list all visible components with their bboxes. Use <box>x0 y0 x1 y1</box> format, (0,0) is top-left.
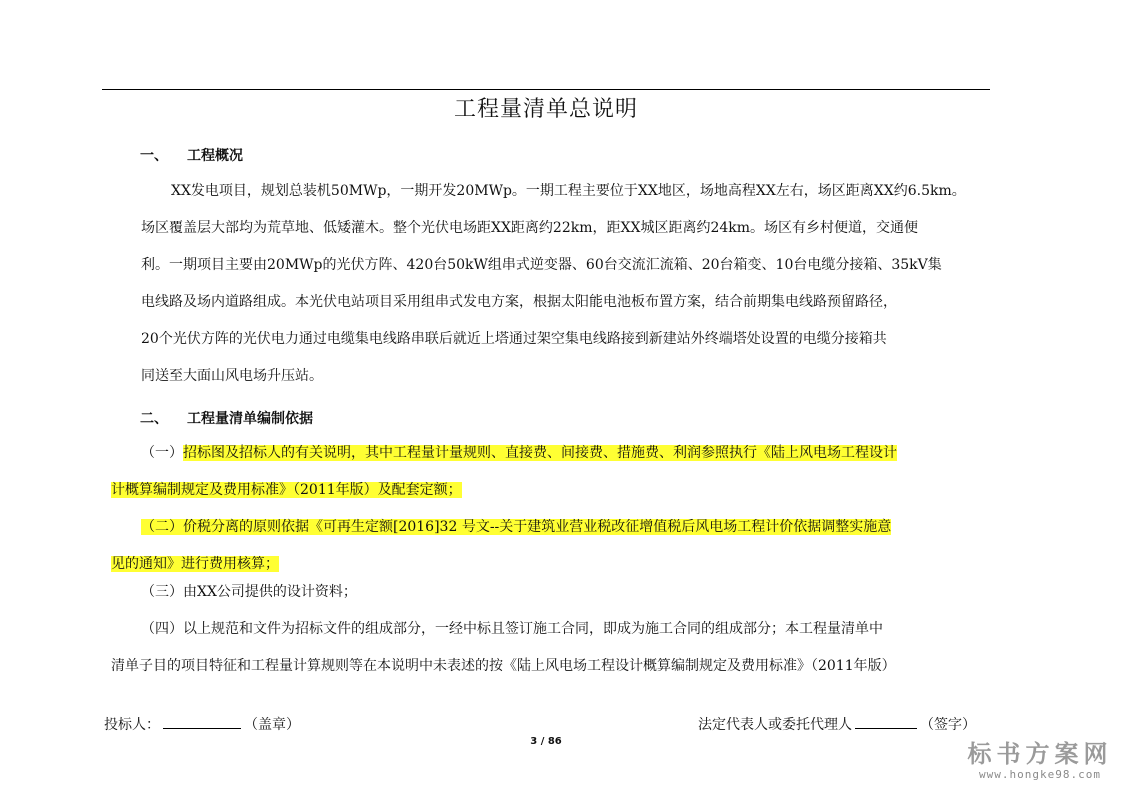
watermark <box>960 740 1120 782</box>
paragraph-line: 利。一期项目主要由20MWp的光伏方阵、420台50kW组串式逆变器、60台交流汇流箱、20台箱变、10台电缆分接箱、35kV集 <box>141 257 942 273</box>
section-heading-basis <box>140 409 313 429</box>
highlighted-text: 见的通知》进行费用核算； <box>111 556 279 572</box>
basis-item-4: （四）以上规范和文件为招标文件的组成部分，一经中标且签订施工合同，即成为施工合同的组成部分；本工程量清单中 <box>141 621 883 637</box>
basis-item-2 <box>111 509 991 546</box>
bidder-suffix: （盖章） <box>244 717 300 733</box>
paragraph-line: 场区覆盖层大部均为荒草地、低矮灌木。整个光伏电场距XX距离约22km，距XX城区距离约24km。场区有乡村便道，交通便 <box>141 220 919 236</box>
paragraph-line: 同送至大面山风电场升压站。 <box>141 368 323 384</box>
page-number: 3 / 86 <box>530 736 562 747</box>
highlighted-text: （二）价税分离的原则依据《可再生定额[2016]32 号文--关于建筑业营业税改征增值税后风电场工程计价依据调整实施意 <box>141 519 892 535</box>
watermark-name: 标书方案网 <box>967 740 1113 768</box>
section-number: 二、 <box>140 411 168 427</box>
document-title: 工程量清单总说明 <box>453 97 638 122</box>
basis-item-1-cont <box>111 472 991 509</box>
paragraph-line: 电线路及场内道路组成。本光伏电站项目采用组串式发电方案，根据太阳能电池板布置方案，结合前期集电线路预留路径， <box>141 294 897 310</box>
section-number: 一、 <box>140 148 168 164</box>
bidder-signature <box>104 713 300 735</box>
representative-label: 法定代表人或委托代理人 <box>698 717 852 733</box>
representative-signature <box>698 713 976 735</box>
basis-item-3: （三）由XX公司提供的设计资料； <box>141 584 357 600</box>
basis-item-1 <box>111 435 991 472</box>
bidder-blank <box>163 713 241 729</box>
basis-list-continued <box>111 574 991 685</box>
paragraph-line: XX发电项目，规划总装机50MWp，一期开发20MWp。一期工程主要位于XX地区，场地高程XX左右，场区距离XX约6.5km。 <box>171 183 966 199</box>
bidder-label: 投标人： <box>104 717 160 733</box>
highlighted-text: 计概算编制规定及费用标准》（2011年版）及配套定额； <box>111 482 462 498</box>
basis-list <box>111 435 991 583</box>
section-title: 工程量清单编制依据 <box>187 411 313 427</box>
watermark-url: www.hongke98.com <box>979 768 1101 781</box>
highlighted-text: 招标图及招标人的有关说明，其中工程量计量规则、直接费、间接费、措施费、利润参照执行《陆上风电场工程设计 <box>183 445 897 461</box>
header-rule <box>102 89 990 90</box>
basis-item-prefix: （一） <box>141 445 183 461</box>
overview-paragraph <box>141 173 991 395</box>
basis-item-4-cont: 清单子目的项目特征和工程量计算规则等在本说明中未表述的按《陆上风电场工程设计概算编制规定及费用标准》（2011年版） <box>111 658 896 674</box>
representative-blank <box>855 713 917 729</box>
section-heading-overview <box>140 146 243 166</box>
paragraph-line: 20个光伏方阵的光伏电力通过电缆集电线路串联后就近上塔通过架空集电线路接到新建站外终端塔处设置的电缆分接箱共 <box>141 331 887 347</box>
section-title: 工程概况 <box>187 148 243 164</box>
representative-suffix: （签字） <box>920 717 976 733</box>
